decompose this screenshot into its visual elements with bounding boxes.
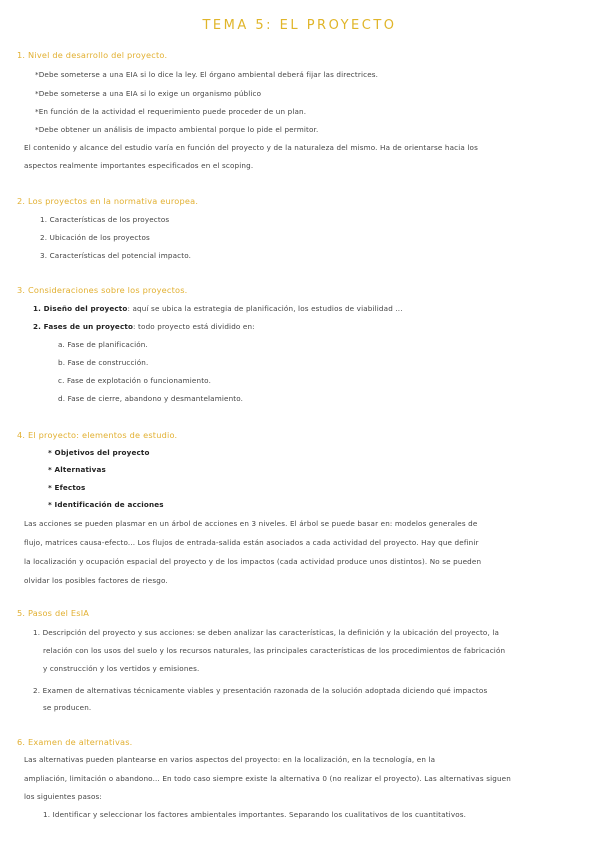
s4-bullet-4: * Identificación de acciones [48, 500, 164, 509]
section-5-heading: 5. Pasos del EsIA [17, 608, 90, 618]
section-6-heading: 6. Examen de alternativas. [17, 737, 133, 747]
s1-item-2: *Debe someterse a una EIA si lo exige un organismo público [35, 89, 262, 98]
s3-item-2-bold: 2. Fases de un proyecto [33, 322, 134, 331]
s3-phase-b: b. Fase de construcción. [58, 358, 149, 367]
s1-para-line-1: El contenido y alcance del estudio varía en función del proyecto y de la naturaleza del mismo. Ha de orientarse hacia los [24, 143, 478, 152]
s5-item-1-line-3: y construcción y los vertidos y emisiones. [43, 664, 200, 673]
s2-item-2: 2. Ubicación de los proyectos [40, 233, 150, 242]
s4-para-line-2: flujo, matrices causa-efecto... Los flujos de entrada-salida están asociados a cada actividad del proyecto. Hay que definir [24, 538, 479, 547]
s5-item-2-line-1: 2. Examen de alternativas técnicamente viables y presentación razonada de la solución adoptada diciendo qué impactos [33, 686, 488, 695]
s5-item-1-line-1: 1. Descripción del proyecto y sus acciones: se deben analizar las características, la definición y la ubicación del proyecto, la [33, 628, 500, 637]
section-4-heading: 4. El proyecto: elementos de estudio. [17, 430, 178, 440]
section-1-heading: 1. Nivel de desarrollo del proyecto. [17, 50, 168, 60]
s2-item-1: 1. Características de los proyectos [40, 215, 170, 224]
s3-item-2 [33, 322, 255, 331]
s3-item-2-rest: : todo proyecto está dividido en: [133, 322, 255, 331]
s2-item-3: 3. Características del potencial impacto. [40, 251, 192, 260]
s3-phase-a: a. Fase de planificación. [58, 340, 148, 349]
s3-item-1 [33, 304, 403, 313]
s6-para-line-2: ampliación, limitación o abandono... En todo caso siempre existe la alternativa 0 (no realizar el proyecto). Las alternativas siguen [24, 774, 511, 783]
s1-item-1: *Debe someterse a una EIA si lo dice la ley. El órgano ambiental deberá fijar las directrices. [35, 70, 379, 79]
s4-bullet-2: * Alternativas [48, 465, 106, 474]
section-3-heading: 3. Consideraciones sobre los proyectos. [17, 285, 188, 295]
s4-bullet-3: * Efectos [48, 483, 86, 492]
s4-bullet-1: * Objetivos del proyecto [48, 448, 150, 457]
s1-item-4: *Debe obtener un análisis de impacto ambiental porque lo pide el permitor. [35, 125, 319, 134]
s5-item-1-line-2: relación con los usos del suelo y los recursos naturales, las principales características de los procedimientos de fabricación [43, 646, 506, 655]
s6-para-line-3: los siguientes pasos: [24, 792, 102, 801]
s3-phase-c: c. Fase de explotación o funcionamiento. [58, 376, 212, 385]
s4-para-line-1: Las acciones se pueden plasmar en un árbol de acciones en 3 niveles. El árbol se puede basar en: modelos generales de [24, 519, 478, 528]
s1-item-3: *En función de la actividad el requerimiento puede proceder de un plan. [35, 107, 307, 116]
s1-para-line-2: aspectos realmente importantes especificados en el scoping. [24, 161, 254, 170]
s6-para-line-1: Las alternativas pueden plantearse en varios aspectos del proyecto: en la localización, en la tecnología, en la [24, 755, 436, 764]
page-title: TEMA 5: EL PROYECTO [202, 18, 397, 33]
s3-phase-d: d. Fase de cierre, abandono y desmantelamiento. [58, 394, 244, 403]
s3-item-1-rest: : aquí se ubica la estrategia de planificación, los estudios de viabilidad ... [127, 304, 403, 313]
section-2-heading: 2. Los proyectos en la normativa europea. [17, 196, 199, 206]
s5-item-2-line-2: se producen. [43, 703, 92, 712]
s4-para-line-4: olvidar los posibles factores de riesgo. [24, 576, 168, 585]
s6-item-1: 1. Identificar y seleccionar los factores ambientales importantes. Separando los cualitativos de los cuantitativos. [43, 810, 467, 819]
s3-item-1-bold: 1. Diseño del proyecto [33, 304, 128, 313]
s4-para-line-3: la localización y ocupación espacial del proyecto y de los impactos (cada actividad produce unos distintos). No se pueden [24, 557, 482, 566]
